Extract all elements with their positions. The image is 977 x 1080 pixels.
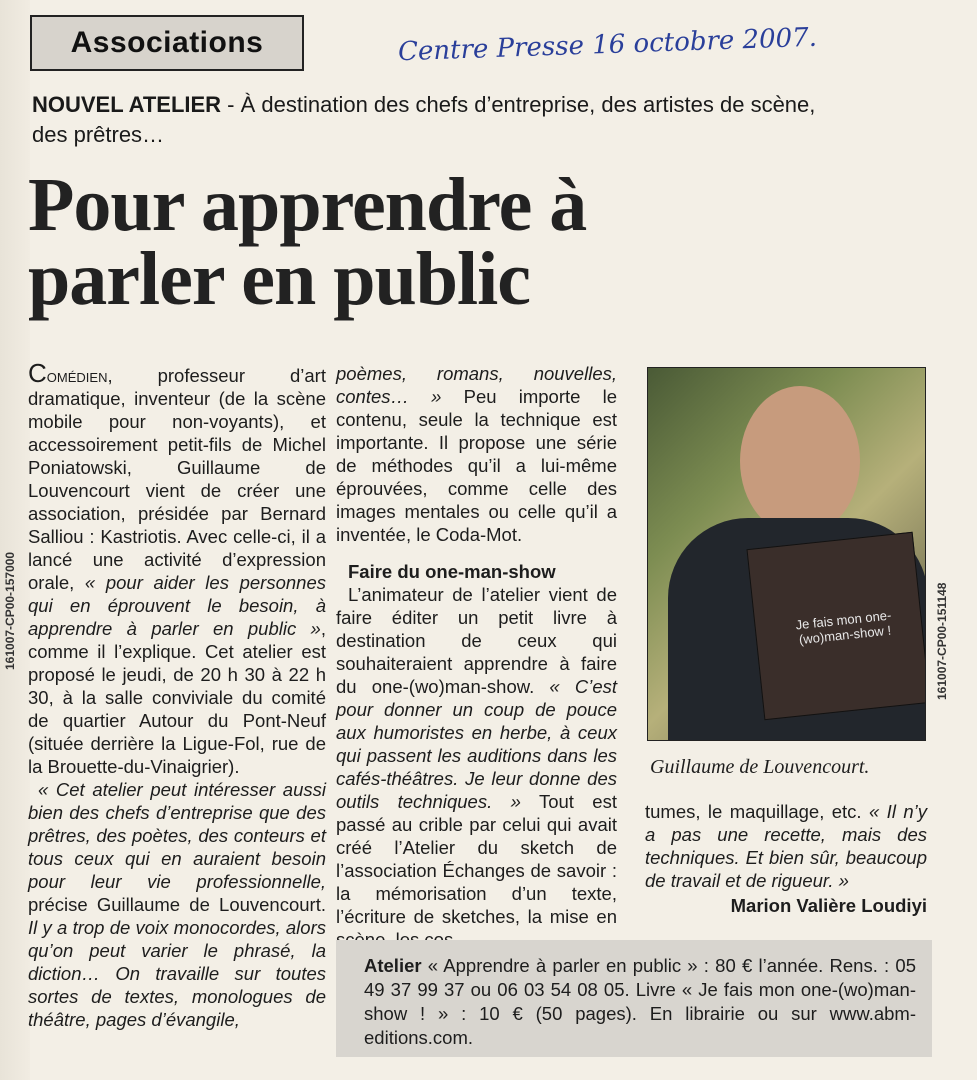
- byline: Marion Valière Loudiyi: [730, 895, 927, 916]
- quote: « Il n’y a pas une recette, mais des techniques. Et bien sûr, beaucoup de travail et de rigueur. »: [645, 801, 927, 891]
- text: , professeur d’art dramatique, inventeur (de la scène mobile pour non-voyants), et accessoirement petit-fils de Michel Poniatowski, Guillaume de Louvencourt vient de créer une association, présidée par Bernard Salliou : Kastriotis. Avec celle-ci, il a lancé une activité d’expression orale,: [28, 365, 326, 593]
- side-reference-code: 161007-CP00-157000: [3, 551, 17, 670]
- paragraph: [645, 800, 927, 892]
- paragraph: [28, 358, 326, 778]
- info-label: Atelier: [364, 955, 422, 976]
- book-title: Je fais mon one-(wo)man-show !: [794, 607, 892, 648]
- photo-face: [740, 386, 860, 536]
- article-column-2: [336, 362, 617, 951]
- text: Peu importe le contenu, seule la technique est importante. Il propose une série de méthodes qu’il a lui-même éprouvées, comme celle des images mentales ou celle qu’il a inventée, le Coda-Mot.: [336, 386, 617, 545]
- kicker: [32, 90, 832, 150]
- text: Tout est passé au crible par celui qui avait créé l’Atelier du sketch de l’association Échanges de savoir : la mémorisation d’un texte, l’écriture de sketches, la mise en: [336, 791, 617, 927]
- quote: Il y a trop de voix monocordes, alors qu’on peut varier le phrasé, la diction… On travaille sur toutes sortes de textes, monologues de théâtre, pages d’évangile,: [28, 917, 326, 1030]
- quote: « C’est pour donner un coup de pouce aux humoristes en herbe, à ceux qui passent les auditions dans les cafés-théâtres. Je leur donne des outils techniques. »: [336, 676, 618, 812]
- portrait-photo: [647, 367, 926, 741]
- kicker-lead: NOUVEL ATELIER: [32, 92, 222, 117]
- text: L’animateur de l’atelier vient de faire éditer un petit livre à destination de ceux qui souhaiteraient apprendre à faire du one-(wo)man-show.: [336, 584, 617, 697]
- adjacent-page-edge: [0, 0, 30, 1080]
- text: tumes, le maquillage, etc.: [645, 801, 869, 822]
- kicker-rest: - À destination des chefs d’entreprise, des artistes de scène, des prêtres…: [32, 92, 816, 147]
- small-caps-word: omédien: [46, 365, 108, 386]
- section-rubric: [30, 15, 304, 71]
- photo-book: [746, 532, 926, 721]
- paragraph: [336, 362, 617, 546]
- article-column-1: [28, 358, 326, 1031]
- photo-reference-code: 161007-CP00-151148: [935, 582, 949, 700]
- info-text: « Apprendre à parler en public » : 80 € l’année. Rens. : 05 49 37 99 37 ou 06 03 54 08 05. Livre « Je fais mon one-(wo)man-show ! » : 10 € (50 pages). En librairie ou sur www.abm-editions.com.: [364, 955, 916, 1048]
- subheading: Faire du one-man-show: [348, 561, 556, 582]
- rubric-label: Associations: [70, 26, 264, 59]
- info-box: [336, 940, 932, 1057]
- headline: Pour apprendre à parler en public: [28, 163, 587, 321]
- quote: « pour aider les personnes qui en éprouvent le besoin, à apprendre à parler en public »: [28, 572, 326, 639]
- text: précise Guillaume de Louvencourt.: [28, 894, 326, 915]
- text: , comme il l’explique. Cet atelier est proposé le jeudi, de 20 h 30 à 22 h 30, à la salle conviviale du comité de quartier Autour du Pont-Neuf (située derrière la Ligue-Fol, rue de la Brouette-du-Vinaigrier).: [28, 618, 326, 777]
- drop-cap: C: [28, 358, 47, 388]
- paragraph: [336, 583, 617, 951]
- quote: « Cet atelier peut intéresser aussi bien des chefs d’entreprise que des prêtres, des poètes, des conteurs et tous ceux qui en auraient besoin pour leur vie professionnelle,: [28, 779, 326, 892]
- quote: poèmes, romans, nouvelles, contes… »: [336, 363, 617, 407]
- photo-caption: Guillaume de Louvencourt.: [650, 756, 870, 778]
- handwritten-source-note: Centre Presse 16 octobre 2007.: [397, 22, 818, 68]
- paragraph: [28, 778, 326, 1031]
- article-column-3: [645, 800, 927, 917]
